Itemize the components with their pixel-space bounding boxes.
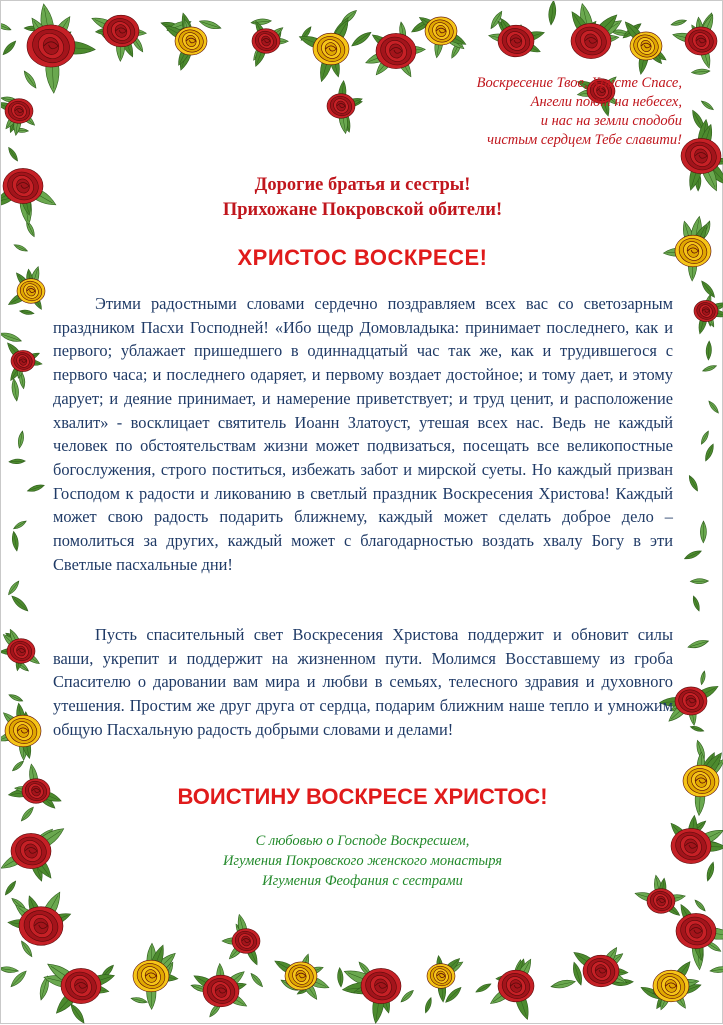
greeting-line-1: Дорогие братья и сестры! (254, 175, 471, 195)
leaf-icon (693, 899, 706, 913)
rose-icon (27, 24, 75, 68)
rose-icon (675, 686, 707, 715)
rose-icon (361, 968, 401, 1004)
rose-icon (694, 300, 718, 322)
paschal-hymn (382, 74, 682, 150)
rose-icon (498, 25, 534, 58)
leaf-icon (7, 146, 20, 162)
leaf-icon (1, 966, 19, 974)
leaf-icon (444, 985, 464, 1004)
rose-icon (19, 906, 63, 946)
rose-icon (327, 93, 355, 119)
rose-icon (203, 975, 239, 1008)
leaf-icon (9, 459, 26, 464)
leaf-icon (475, 982, 492, 994)
leaf-icon (687, 474, 700, 492)
rose-icon (232, 928, 260, 954)
rose-icon (427, 963, 455, 989)
rose-icon (630, 31, 662, 60)
leaf-icon (11, 531, 20, 552)
leaf-icon (706, 341, 712, 360)
leaf-icon (691, 595, 701, 612)
rose-icon (313, 33, 349, 66)
rose-icon (5, 715, 41, 748)
leaf-icon (700, 99, 715, 111)
body-paragraph-2 (53, 623, 673, 742)
leaf-icon (687, 638, 709, 650)
rose-icon (252, 28, 280, 54)
leaf-icon (22, 69, 39, 89)
leaf-icon (251, 18, 272, 26)
leaf-icon (700, 521, 706, 543)
body-paragraph-1 (53, 292, 673, 576)
page-title: ХРИСТОС ВОСКРЕСЕ! (237, 245, 488, 270)
leaf-icon (699, 279, 716, 299)
leaf-icon (10, 594, 30, 613)
leaf-icon (710, 965, 723, 973)
leaf-icon (198, 18, 222, 31)
greeting-line-2: Прихожане Покровской обители! (222, 200, 503, 220)
signature (1, 831, 723, 891)
leaf-icon (337, 967, 344, 987)
leaf-icon (702, 364, 717, 373)
paragraph-text: Пусть спасительный свет Воскресения Христова поддержит и обновит силы ваши, укрепит и поддержит на жизненном пути. Молимся Восставшему из гроба Спасителю о даровании вам мира и любви в семьях, телесного здравия и духовного утешения. Простим же друг друга от сердца, подарим ближним наше тепло и умножим общую Пасхальную радость добрыми словами и делами! (53, 625, 673, 739)
leaf-icon (690, 578, 708, 584)
hymn-line-3: и нас на земли сподоби (540, 113, 682, 129)
rose-icon (425, 16, 457, 45)
rose-icon (7, 638, 35, 664)
leaf-icon (27, 483, 45, 493)
leaf-icon (423, 997, 433, 1014)
signature-line-1: С любовью о Господе Воскресшем, (255, 833, 470, 849)
rose-icon (61, 968, 101, 1004)
leaf-icon (703, 443, 715, 462)
rose-icon (571, 23, 611, 59)
rose-icon (5, 98, 33, 124)
leaf-icon (11, 378, 20, 401)
rose-icon (376, 33, 416, 69)
leaf-icon (700, 671, 707, 686)
leaf-icon (548, 1, 557, 25)
rose-icon (175, 26, 207, 55)
leaf-icon (707, 400, 720, 415)
leaf-icon (1, 21, 12, 32)
rose-icon (681, 138, 721, 174)
leaf-icon (8, 693, 24, 703)
leaf-icon (12, 519, 27, 530)
leaf-icon (690, 725, 705, 733)
leaf-icon (130, 996, 147, 1004)
leaf-icon (7, 580, 21, 597)
rose-icon (11, 350, 35, 372)
signature-line-2: Игумения Покровского женского монастыря (222, 853, 503, 869)
leaf-icon (699, 430, 710, 445)
leaf-icon (1, 39, 18, 56)
rose-icon (498, 970, 534, 1003)
rose-icon (685, 26, 717, 55)
greeting (1, 173, 723, 223)
leaf-icon (1, 330, 22, 344)
leaf-icon (550, 978, 576, 990)
leaf-icon (691, 68, 710, 75)
rose-icon (676, 913, 716, 949)
hymn-line-2: Ангели поют на небесех, (530, 94, 682, 110)
leaf-icon (19, 309, 34, 316)
rose-icon (653, 970, 689, 1003)
signature-line-3: Игумения Феофания с сестрами (262, 873, 463, 889)
rose-icon (285, 961, 317, 990)
leaf-icon (350, 30, 373, 49)
rose-icon (133, 960, 169, 993)
leaf-icon (11, 759, 25, 772)
rose-icon (103, 15, 139, 48)
paragraph-text: Этими радостными словами сердечно поздравляем всех вас со светозарным праздником Пасхи Господней! «Ибо щедр Домовладыка: принимает последнего, как и первого; ублажает пришедшего в одиннадцатый час так же, как и трудившегося с первого часа; и последнего одаряет, и первому воздает достойное; и тому дает, и этому дарует; и деяние принимает, и намерение приветствует; и труд ценит, и расположение хвалит» - восклицает святитель Иоанн Златоуст, утешая всех нас. Ведь не каждый человек по обстоятельствам жизни может подвизаться, посещать все великопостные богослужения, строго поститься, избежать забот и мирской суеты. Но каждый призван Господом к радости и ликованию в светлый праздник Воскресения Христова! Каждый может свою радость подарить ближнему, каждый может сделать доброе дело – помолиться за других, каждый может с благодарностью воздать хвалу Богу в эти Светлые пасхальные дни! (53, 294, 673, 574)
leaf-icon (68, 1002, 86, 1025)
rose-icon (647, 888, 675, 914)
closing-exclamation: ВОИСТИНУ ВОСКРЕСЕ ХРИСТОС! (177, 784, 548, 809)
leaf-icon (399, 989, 415, 1004)
rose-icon (17, 278, 45, 304)
hymn-line-4: чистым сердцем Тебе славити! (487, 132, 682, 148)
leaf-icon (670, 18, 687, 27)
leaf-icon (249, 972, 264, 989)
leaf-icon (17, 431, 25, 449)
hymn-line-1: Воскресение Твое, Христе Спасе, (476, 75, 682, 91)
rose-icon (583, 955, 619, 988)
leaf-icon (683, 549, 702, 561)
